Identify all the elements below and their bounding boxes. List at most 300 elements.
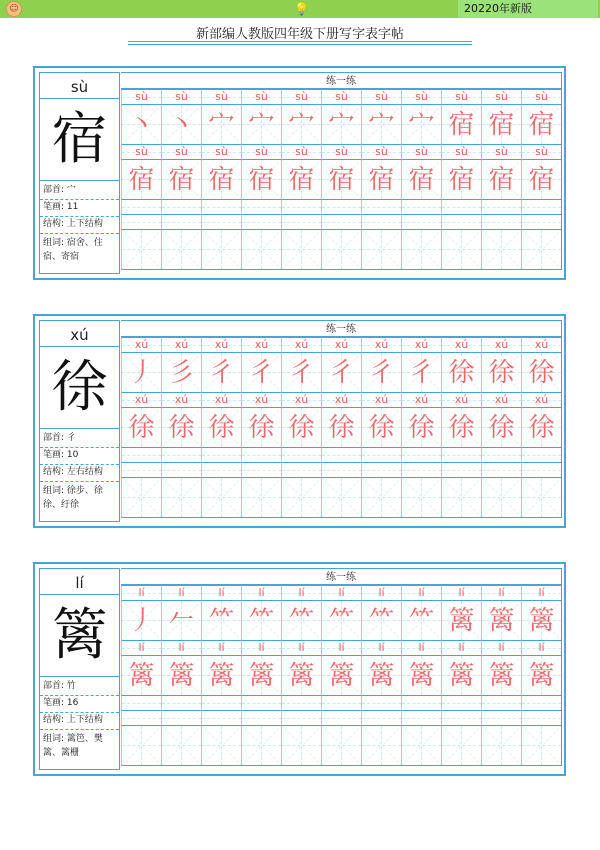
tracing-character: 宀	[208, 110, 235, 140]
tracing-cell[interactable]	[121, 600, 161, 640]
tracing-cell[interactable]	[401, 655, 441, 695]
pinyin-cell	[481, 392, 521, 407]
pinyin-cell	[121, 392, 161, 407]
blank-pinyin-row	[121, 462, 562, 477]
stroke-count-info-label: 笔画:	[43, 698, 67, 708]
structure-info	[40, 464, 119, 482]
tracing-cell[interactable]	[481, 104, 521, 144]
blank-writing-cell[interactable]	[241, 725, 281, 765]
stroke-count-info-value: 11	[66, 202, 79, 212]
blank-writing-cell[interactable]	[441, 725, 481, 765]
pinyin-text: xú	[534, 393, 549, 406]
pinyin-cell	[481, 640, 521, 655]
pinyin-cell	[281, 392, 321, 407]
tracing-cell[interactable]	[521, 104, 561, 144]
pinyin-text: xú	[414, 393, 429, 406]
blank-pinyin-cell[interactable]	[201, 710, 241, 725]
blank-writing-cell[interactable]	[121, 229, 161, 269]
blank-pinyin-cell[interactable]	[121, 462, 161, 477]
pinyin-cell	[161, 392, 201, 407]
pinyin-row	[121, 392, 562, 407]
pinyin-text: lí	[178, 586, 185, 599]
blank-writing-cell[interactable]	[401, 477, 441, 517]
tracing-cell[interactable]	[481, 600, 521, 640]
blank-pinyin-cell[interactable]	[441, 695, 481, 710]
pinyin-cell	[281, 89, 321, 104]
blank-writing-row	[121, 477, 562, 517]
pinyin-cell	[401, 144, 441, 159]
tracing-character: 宿	[528, 110, 555, 140]
tracing-character: 彳	[288, 358, 315, 388]
tracing-character: 篱	[208, 661, 235, 691]
tracing-row	[121, 407, 562, 447]
tracing-cell[interactable]	[401, 159, 441, 199]
radical-info-value: 彳	[66, 433, 76, 443]
blank-pinyin-cell[interactable]	[201, 199, 241, 214]
blank-pinyin-cell[interactable]	[321, 199, 361, 214]
pinyin-cell	[361, 144, 401, 159]
blank-pinyin-cell[interactable]	[481, 214, 521, 229]
blank-pinyin-cell[interactable]	[361, 462, 401, 477]
blank-writing-cell[interactable]	[321, 229, 361, 269]
pinyin-cell	[161, 144, 201, 159]
tracing-cell[interactable]	[521, 159, 561, 199]
blank-pinyin-cell[interactable]	[241, 462, 281, 477]
tracing-cell[interactable]	[121, 104, 161, 144]
blank-pinyin-cell[interactable]	[321, 695, 361, 710]
blank-writing-cell[interactable]	[441, 477, 481, 517]
pinyin-text: lí	[138, 641, 145, 654]
words-info	[40, 234, 119, 264]
pinyin-cell	[481, 585, 521, 600]
pinyin-cell	[121, 144, 161, 159]
blank-pinyin-cell[interactable]	[361, 695, 401, 710]
structure-info-label: 结构:	[43, 467, 67, 477]
blank-writing-cell[interactable]	[241, 229, 281, 269]
blank-pinyin-cell[interactable]	[441, 447, 481, 462]
tracing-cell[interactable]	[361, 655, 401, 695]
tracing-cell[interactable]	[401, 407, 441, 447]
blank-pinyin-cell[interactable]	[401, 447, 441, 462]
pinyin-text: sù	[535, 90, 548, 103]
blank-writing-cell[interactable]	[481, 229, 521, 269]
tracing-character: 彳	[208, 358, 235, 388]
stroke-count-info-label: 笔画:	[43, 450, 67, 460]
tracing-cell[interactable]	[321, 104, 361, 144]
tracing-cell[interactable]	[521, 352, 561, 392]
tracing-character: 宀	[288, 110, 315, 140]
pinyin-text: xú	[294, 338, 309, 351]
blank-pinyin-cell[interactable]	[441, 710, 481, 725]
blank-pinyin-cell[interactable]	[281, 462, 321, 477]
tracing-cell[interactable]	[481, 655, 521, 695]
pinyin-text: sù	[375, 90, 388, 103]
blank-pinyin-cell[interactable]	[241, 447, 281, 462]
pinyin-cell	[201, 640, 241, 655]
blank-pinyin-cell[interactable]	[161, 214, 201, 229]
pinyin-text: xú	[254, 393, 269, 406]
blank-pinyin-cell[interactable]	[481, 710, 521, 725]
blank-pinyin-cell[interactable]	[121, 447, 161, 462]
blank-pinyin-cell[interactable]	[521, 710, 561, 725]
tracing-cell[interactable]	[441, 352, 481, 392]
blank-pinyin-cell[interactable]	[241, 710, 281, 725]
model-character: 篱	[40, 595, 119, 677]
blank-pinyin-cell[interactable]	[281, 214, 321, 229]
tracing-cell[interactable]	[121, 352, 161, 392]
tracing-cell[interactable]	[441, 159, 481, 199]
tracing-cell[interactable]	[361, 159, 401, 199]
blank-pinyin-cell[interactable]	[481, 462, 521, 477]
blank-pinyin-cell[interactable]	[401, 695, 441, 710]
tracing-character: 彳	[408, 358, 435, 388]
page-title: 新部编人教版四年级下册写字表字帖	[195, 27, 404, 42]
blank-writing-cell[interactable]	[161, 229, 201, 269]
stroke-count-info	[40, 695, 119, 713]
tracing-character: 徐	[448, 358, 475, 388]
tracing-cell[interactable]	[521, 600, 561, 640]
blank-pinyin-cell[interactable]	[241, 199, 281, 214]
tracing-character: 徐	[448, 413, 475, 443]
blank-pinyin-cell[interactable]	[401, 710, 441, 725]
tracing-character: ⺮	[408, 606, 435, 636]
tracing-cell[interactable]	[241, 159, 281, 199]
pinyin-cell	[161, 640, 201, 655]
blank-writing-cell[interactable]	[361, 477, 401, 517]
tracing-cell[interactable]	[241, 655, 281, 695]
tracing-character: 宿	[248, 165, 275, 195]
blank-pinyin-cell[interactable]	[241, 695, 281, 710]
pinyin-cell	[441, 392, 481, 407]
blank-writing-row	[121, 725, 562, 765]
blank-pinyin-row	[121, 447, 562, 462]
pinyin-text: sù	[495, 145, 508, 158]
pinyin-text: lí	[138, 586, 145, 599]
tracing-character: ⺮	[248, 606, 275, 636]
blank-pinyin-cell[interactable]	[321, 214, 361, 229]
tracing-character: 彳	[368, 358, 395, 388]
tracing-cell[interactable]	[281, 407, 321, 447]
tracing-cell[interactable]	[361, 407, 401, 447]
tracing-character: 宀	[408, 110, 435, 140]
tracing-cell[interactable]	[321, 655, 361, 695]
pinyin-cell	[361, 640, 401, 655]
blank-pinyin-cell[interactable]	[241, 214, 281, 229]
tracing-character: 徐	[328, 413, 355, 443]
radical-info-label: 部首:	[43, 185, 67, 195]
pinyin-text: sù	[415, 145, 428, 158]
tracing-cell[interactable]	[321, 159, 361, 199]
blank-pinyin-cell[interactable]	[481, 447, 521, 462]
blank-pinyin-cell[interactable]	[361, 199, 401, 214]
blank-pinyin-cell[interactable]	[281, 710, 321, 725]
tracing-cell[interactable]	[201, 600, 241, 640]
blank-pinyin-cell[interactable]	[281, 695, 321, 710]
tracing-character: 丶	[128, 110, 155, 140]
pinyin-cell	[521, 392, 561, 407]
tracing-cell[interactable]	[201, 407, 241, 447]
blank-pinyin-cell[interactable]	[121, 710, 161, 725]
tracing-cell[interactable]	[241, 407, 281, 447]
tracing-cell[interactable]	[161, 352, 201, 392]
blank-pinyin-cell[interactable]	[161, 710, 201, 725]
tracing-character: 篱	[528, 606, 555, 636]
tracing-character: 宿	[528, 165, 555, 195]
blank-writing-cell[interactable]	[161, 477, 201, 517]
stroke-count-info	[40, 447, 119, 465]
blank-writing-cell[interactable]	[401, 229, 441, 269]
tracing-cell[interactable]	[521, 407, 561, 447]
pinyin-cell	[321, 640, 361, 655]
tracing-cell[interactable]	[161, 104, 201, 144]
tracing-cell[interactable]	[401, 104, 441, 144]
lightbulb-icon: 💡	[294, 2, 309, 16]
tracing-character: 徐	[368, 413, 395, 443]
pinyin-text: lí	[538, 641, 545, 654]
blank-writing-cell[interactable]	[361, 229, 401, 269]
words-info-label: 组词:	[43, 486, 67, 496]
words-info	[40, 730, 119, 760]
tracing-character: 宿	[288, 165, 315, 195]
blank-pinyin-cell[interactable]	[201, 447, 241, 462]
tracing-cell[interactable]	[161, 407, 201, 447]
blank-pinyin-cell[interactable]	[201, 695, 241, 710]
tracing-character: 宿	[408, 165, 435, 195]
practice-card	[33, 562, 566, 776]
blank-pinyin-cell[interactable]	[361, 710, 401, 725]
tracing-character: 徐	[248, 413, 275, 443]
stroke-count-info-value: 10	[66, 450, 79, 460]
words-info-value: 篱笆、樊篱、篱栅	[43, 734, 103, 758]
tracing-cell[interactable]	[121, 159, 161, 199]
tracing-cell[interactable]	[201, 159, 241, 199]
pinyin-text: xú	[374, 338, 389, 351]
tracing-cell[interactable]	[241, 600, 281, 640]
tracing-character: 宿	[368, 165, 395, 195]
blank-writing-cell[interactable]	[281, 229, 321, 269]
tracing-character: 宿	[448, 165, 475, 195]
tracing-character: 徐	[488, 413, 515, 443]
pinyin-label: lí	[40, 569, 119, 595]
tracing-character: 𠂉	[168, 606, 195, 636]
blank-writing-cell[interactable]	[201, 477, 241, 517]
tracing-cell[interactable]	[281, 655, 321, 695]
blank-pinyin-cell[interactable]	[321, 710, 361, 725]
blank-pinyin-cell[interactable]	[321, 447, 361, 462]
tracing-cell[interactable]	[241, 352, 281, 392]
tracing-cell[interactable]	[121, 407, 161, 447]
tracing-cell[interactable]	[281, 600, 321, 640]
tracing-character: 徐	[528, 358, 555, 388]
tracing-cell[interactable]	[121, 655, 161, 695]
pinyin-text: sù	[335, 90, 348, 103]
tracing-cell[interactable]	[441, 104, 481, 144]
tracing-cell[interactable]	[281, 104, 321, 144]
blank-pinyin-cell[interactable]	[161, 462, 201, 477]
blank-pinyin-cell[interactable]	[521, 447, 561, 462]
tracing-cell[interactable]	[161, 655, 201, 695]
blank-pinyin-cell[interactable]	[481, 199, 521, 214]
stroke-count-info-label: 笔画:	[43, 202, 67, 212]
tracing-cell[interactable]	[201, 655, 241, 695]
pinyin-cell	[241, 337, 281, 352]
tracing-cell[interactable]	[321, 600, 361, 640]
pinyin-text: lí	[418, 586, 425, 599]
tracing-character: 篱	[128, 661, 155, 691]
blank-writing-cell[interactable]	[281, 725, 321, 765]
blank-pinyin-cell[interactable]	[401, 199, 441, 214]
tracing-cell[interactable]	[161, 159, 201, 199]
tracing-character: 徐	[128, 413, 155, 443]
pinyin-label: xú	[40, 321, 119, 347]
blank-writing-cell[interactable]	[521, 477, 561, 517]
blank-writing-cell[interactable]	[161, 725, 201, 765]
blank-pinyin-cell[interactable]	[201, 214, 241, 229]
character-info-panel	[39, 72, 120, 274]
tracing-cell[interactable]	[401, 600, 441, 640]
pinyin-cell	[201, 89, 241, 104]
blank-writing-cell[interactable]	[321, 725, 361, 765]
blank-pinyin-cell[interactable]	[521, 214, 561, 229]
pinyin-cell	[361, 89, 401, 104]
blank-pinyin-cell[interactable]	[441, 199, 481, 214]
pinyin-cell	[481, 337, 521, 352]
tracing-cell[interactable]	[361, 352, 401, 392]
pinyin-text: sù	[495, 90, 508, 103]
blank-writing-cell[interactable]	[121, 725, 161, 765]
tracing-cell[interactable]	[401, 352, 441, 392]
blank-pinyin-cell[interactable]	[481, 695, 521, 710]
blank-writing-cell[interactable]	[361, 725, 401, 765]
pinyin-text: lí	[298, 586, 305, 599]
pinyin-text: xú	[214, 393, 229, 406]
blank-pinyin-cell[interactable]	[521, 695, 561, 710]
blank-writing-cell[interactable]	[241, 477, 281, 517]
mascot-icon: ☺	[6, 1, 22, 17]
pinyin-cell	[441, 585, 481, 600]
tracing-character: 宿	[488, 110, 515, 140]
blank-writing-cell[interactable]	[201, 229, 241, 269]
blank-pinyin-cell[interactable]	[161, 199, 201, 214]
tracing-cell[interactable]	[201, 104, 241, 144]
blank-pinyin-cell[interactable]	[401, 214, 441, 229]
pinyin-text: lí	[378, 641, 385, 654]
structure-info-value: 上下结构	[66, 219, 103, 229]
tracing-cell[interactable]	[521, 655, 561, 695]
pinyin-text: sù	[295, 145, 308, 158]
blank-writing-cell[interactable]	[281, 477, 321, 517]
blank-pinyin-cell[interactable]	[281, 447, 321, 462]
tracing-cell[interactable]	[281, 159, 321, 199]
pinyin-text: lí	[298, 641, 305, 654]
tracing-cell[interactable]	[441, 655, 481, 695]
pinyin-text: xú	[454, 393, 469, 406]
pinyin-cell	[521, 640, 561, 655]
blank-writing-cell[interactable]	[481, 725, 521, 765]
tracing-cell[interactable]	[201, 352, 241, 392]
pinyin-text: xú	[254, 338, 269, 351]
tracing-cell[interactable]	[321, 407, 361, 447]
blank-pinyin-cell[interactable]	[121, 199, 161, 214]
blank-writing-cell[interactable]	[401, 725, 441, 765]
blank-pinyin-cell[interactable]	[401, 462, 441, 477]
blank-pinyin-cell[interactable]	[361, 214, 401, 229]
tracing-character: 篱	[448, 661, 475, 691]
tracing-character: 篱	[288, 661, 315, 691]
tracing-cell[interactable]	[161, 600, 201, 640]
pinyin-cell	[441, 337, 481, 352]
blank-pinyin-cell[interactable]	[121, 695, 161, 710]
model-character: 宿	[40, 99, 119, 181]
pinyin-row	[121, 337, 562, 352]
blank-writing-cell[interactable]	[521, 229, 561, 269]
blank-writing-cell[interactable]	[481, 477, 521, 517]
practice-card	[33, 314, 566, 528]
blank-pinyin-cell[interactable]	[161, 447, 201, 462]
pinyin-text: lí	[378, 586, 385, 599]
words-info-value: 徐步、徐徐、纡徐	[43, 486, 103, 510]
tracing-character: 宀	[248, 110, 275, 140]
blank-pinyin-cell[interactable]	[201, 462, 241, 477]
tracing-cell[interactable]	[481, 159, 521, 199]
tracing-cell[interactable]	[361, 104, 401, 144]
pinyin-cell	[201, 144, 241, 159]
blank-writing-cell[interactable]	[441, 229, 481, 269]
pinyin-text: sù	[415, 90, 428, 103]
tracing-cell[interactable]	[281, 352, 321, 392]
blank-pinyin-cell[interactable]	[521, 462, 561, 477]
tracing-cell[interactable]	[481, 407, 521, 447]
blank-writing-cell[interactable]	[201, 725, 241, 765]
pinyin-text: lí	[178, 641, 185, 654]
tracing-character: 徐	[528, 413, 555, 443]
blank-writing-cell[interactable]	[121, 477, 161, 517]
blank-pinyin-cell[interactable]	[321, 462, 361, 477]
pinyin-text: xú	[534, 338, 549, 351]
blank-pinyin-cell[interactable]	[281, 199, 321, 214]
tracing-cell[interactable]	[321, 352, 361, 392]
pinyin-cell	[361, 337, 401, 352]
tracing-row	[121, 352, 562, 392]
blank-writing-cell[interactable]	[321, 477, 361, 517]
pinyin-cell	[241, 585, 281, 600]
pinyin-cell	[521, 585, 561, 600]
blank-pinyin-cell[interactable]	[361, 447, 401, 462]
pinyin-cell	[281, 144, 321, 159]
pinyin-cell	[121, 337, 161, 352]
tracing-cell[interactable]	[441, 600, 481, 640]
blank-pinyin-cell[interactable]	[161, 695, 201, 710]
words-info-label: 组词:	[43, 734, 67, 744]
blank-pinyin-cell[interactable]	[441, 214, 481, 229]
tracing-cell[interactable]	[441, 407, 481, 447]
tracing-cell[interactable]	[241, 104, 281, 144]
tracing-row	[121, 159, 562, 199]
tracing-character: ⺮	[288, 606, 315, 636]
blank-pinyin-cell[interactable]	[521, 199, 561, 214]
tracing-character: 篱	[168, 661, 195, 691]
tracing-character: 徐	[168, 413, 195, 443]
blank-pinyin-cell[interactable]	[441, 462, 481, 477]
tracing-cell[interactable]	[361, 600, 401, 640]
blank-writing-cell[interactable]	[521, 725, 561, 765]
tracing-cell[interactable]	[481, 352, 521, 392]
structure-info-value: 上下结构	[66, 715, 103, 725]
pinyin-text: sù	[215, 145, 228, 158]
tracing-character: ⺮	[328, 606, 355, 636]
blank-pinyin-cell[interactable]	[121, 214, 161, 229]
pinyin-cell	[321, 89, 361, 104]
